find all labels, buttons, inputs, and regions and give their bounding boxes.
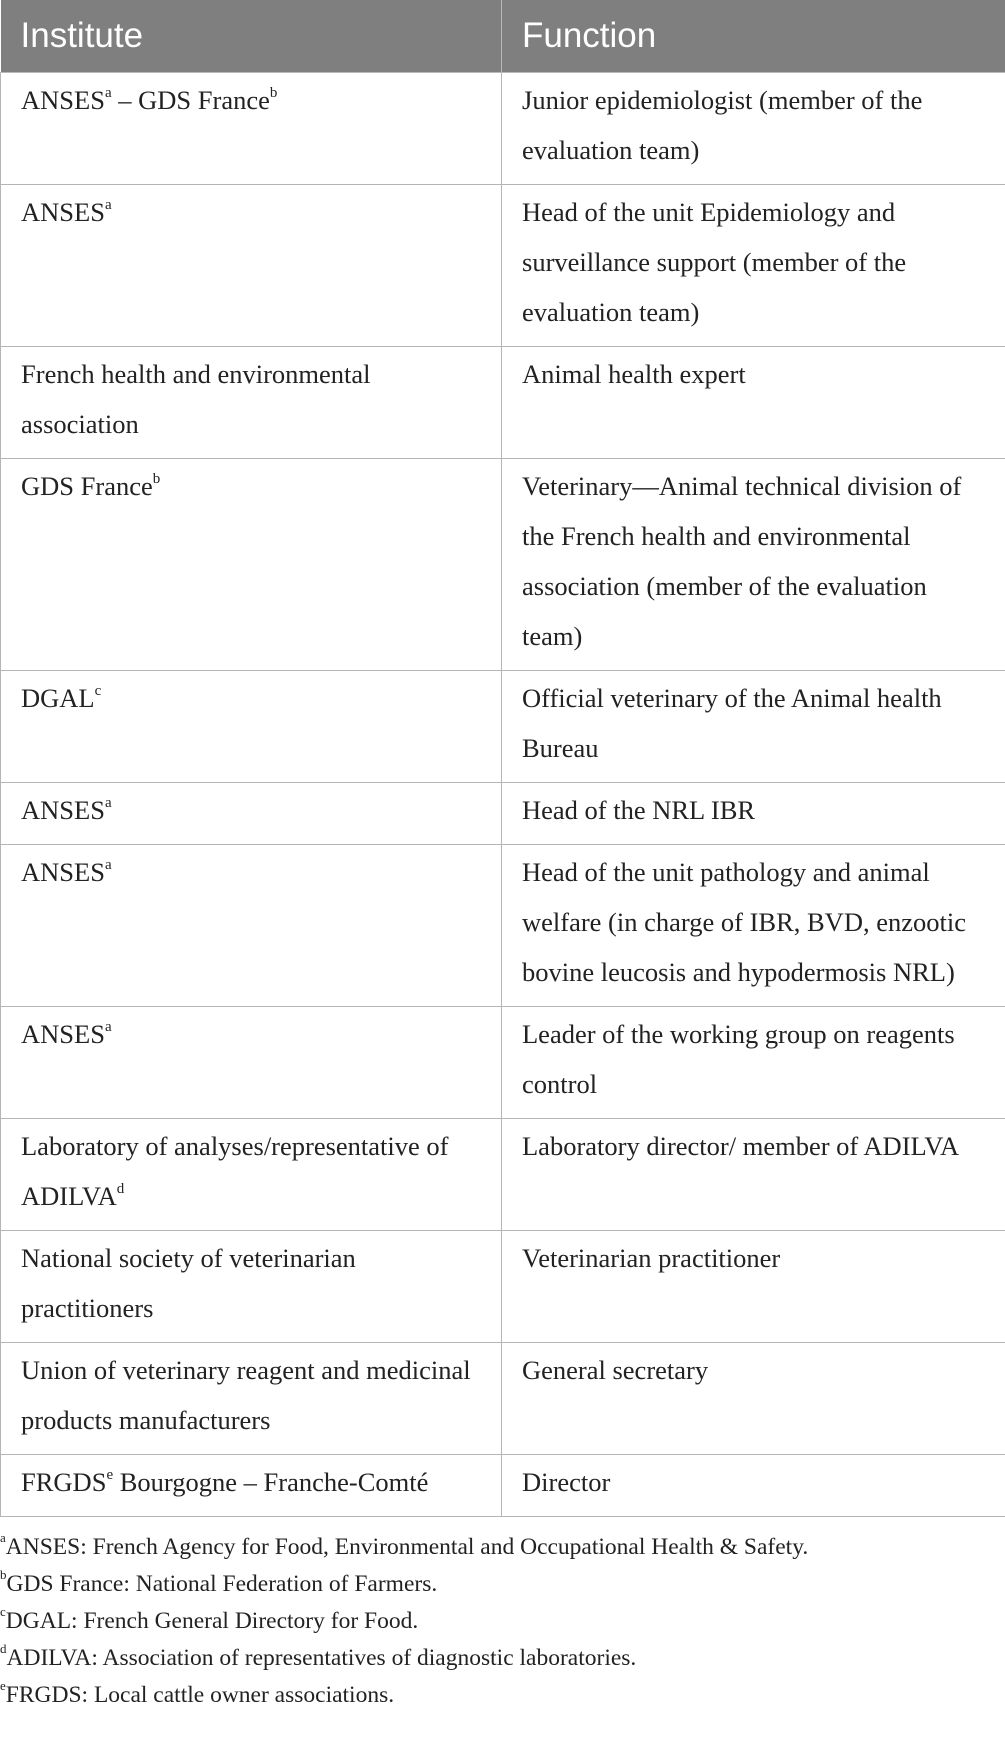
- institute-cell: ANSES$^a$ – GDS France$^b$: [1, 73, 502, 185]
- function-cell: Head of the unit pathology and animal welfare (in charge of IBR, BVD, enzootic bovine leucosis and hypodermosis NRL): [502, 845, 1005, 1007]
- column-header-function: Function: [502, 0, 1005, 73]
- function-cell: Head of the unit Epidemiology and surveillance support (member of the evaluation team): [502, 185, 1005, 347]
- function-cell: Leader of the working group on reagents control: [502, 1007, 1005, 1119]
- institute-cell: Laboratory of analyses/representative of ADILVA$^d$: [1, 1119, 502, 1231]
- function-cell: Laboratory director/ member of ADILVA: [502, 1119, 1005, 1231]
- table-header-row: [1, 0, 1005, 73]
- function-cell: General secretary: [502, 1343, 1005, 1455]
- table-row: [1, 845, 1005, 1007]
- institute-cell: Union of veterinary reagent and medicinal products manufacturers: [1, 1343, 502, 1455]
- table-row: [1, 347, 1005, 459]
- institute-cell: DGAL$^c$: [1, 671, 502, 783]
- table-row: [1, 1343, 1005, 1455]
- institute-cell: National society of veterinarian practitioners: [1, 1231, 502, 1343]
- institute-cell: ANSES$^a$: [1, 1007, 502, 1119]
- footnote: $^a$ANSES: French Agency for Food, Environmental and Occupational Health & Safety.: [0, 1530, 809, 1560]
- institute-cell: ANSES$^a$: [1, 845, 502, 1007]
- table-row: [1, 1455, 1005, 1517]
- table-row: [1, 185, 1005, 347]
- table-row: [1, 1119, 1005, 1231]
- function-cell: Veterinary—Animal technical division of the French health and environmental association (member of the evaluation team): [502, 459, 1005, 671]
- table-row: [1, 1231, 1005, 1343]
- table-row: [1, 73, 1005, 185]
- footnote: $^e$FRGDS: Local cattle owner associations.: [0, 1678, 395, 1708]
- table-row: [1, 671, 1005, 783]
- institute-cell: ANSES$^a$: [1, 783, 502, 845]
- function-cell: Official veterinary of the Animal health Bureau: [502, 671, 1005, 783]
- institute-cell: ANSES$^a$: [1, 185, 502, 347]
- function-cell: Junior epidemiologist (member of the evaluation team): [502, 73, 1005, 185]
- institute-cell: French health and environmental association: [1, 347, 502, 459]
- footnote: $^d$ADILVA: Association of representatives of diagnostic laboratories.: [0, 1641, 637, 1671]
- function-cell: Head of the NRL IBR: [502, 783, 1005, 845]
- table-row: [1, 459, 1005, 671]
- table-row: [1, 1007, 1005, 1119]
- table-row: [1, 783, 1005, 845]
- column-header-institute: Institute: [1, 0, 502, 73]
- footnote: $^b$GDS France: National Federation of Farmers.: [0, 1567, 438, 1597]
- function-cell: Director: [502, 1455, 1005, 1517]
- table-footnotes: [0, 1517, 1005, 1714]
- function-cell: Animal health expert: [502, 347, 1005, 459]
- institute-cell: GDS France$^b$: [1, 459, 502, 671]
- function-cell: Veterinarian practitioner: [502, 1231, 1005, 1343]
- institute-cell: FRGDS$^e$ Bourgogne – Franche-Comté: [1, 1455, 502, 1517]
- footnote: $^c$DGAL: French General Directory for Food.: [0, 1604, 419, 1634]
